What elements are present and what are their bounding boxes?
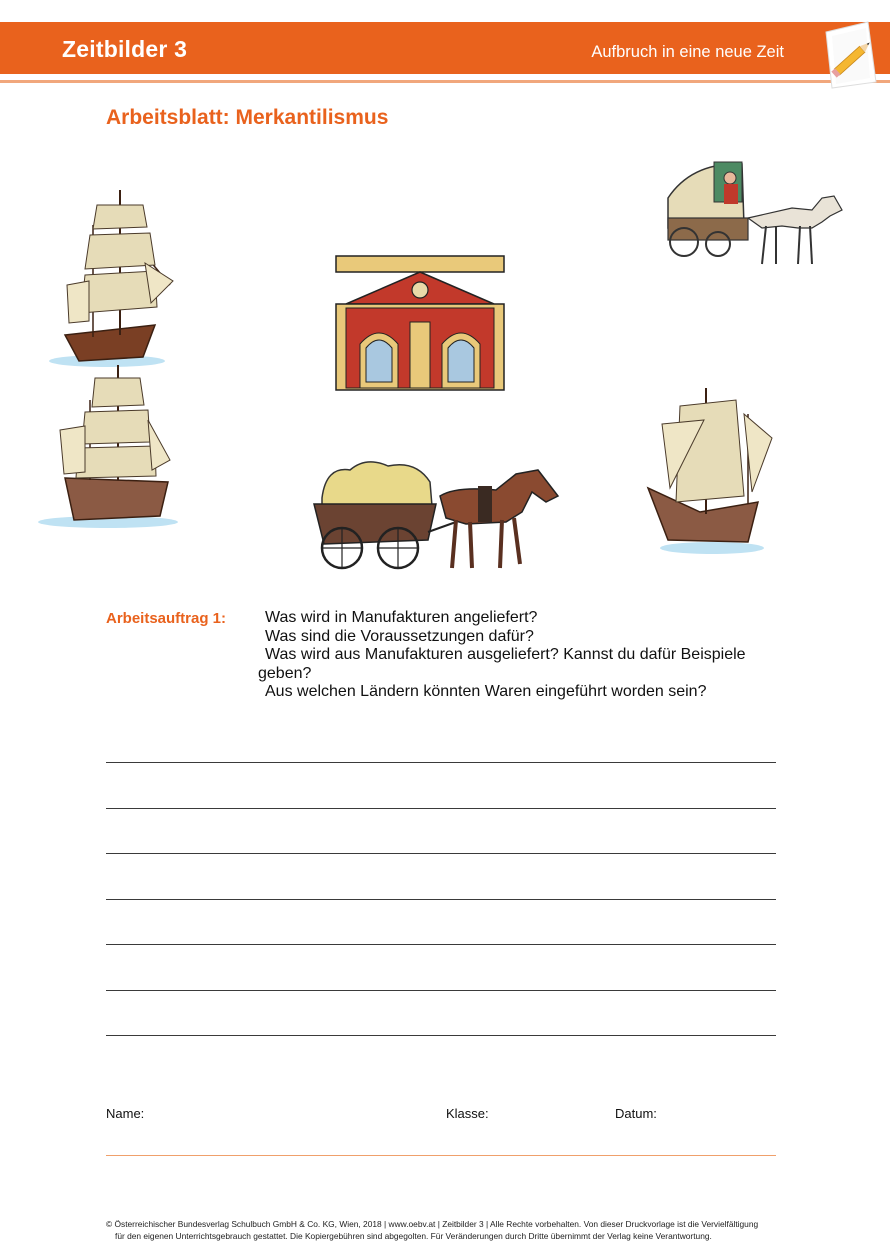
sailing-ship-top-illustration [45, 185, 180, 375]
date-label: Datum: [615, 1106, 657, 1121]
pencil-paper-icon [818, 18, 882, 92]
footer-line-1: © Österreichischer Bundesverlag Schulbuch GmbH & Co. KG, Wien, 2018 | www.oebv.at | Zeitbilder 3 | Alle Rechte vorbehalten. Von dieser Druckvorlage ist die Vervielfältigung [106, 1219, 759, 1229]
answer-line[interactable] [106, 853, 776, 854]
sailing-ship-bottom-illustration [30, 360, 180, 540]
task-questions [258, 609, 778, 702]
caravel-illustration [640, 384, 780, 566]
answer-line[interactable] [106, 762, 776, 763]
chapter-title: Aufbruch in eine neue Zeit [591, 43, 784, 61]
covered-wagon-illustration [662, 158, 848, 270]
class-label: Klasse: [446, 1106, 489, 1121]
question-1: Was wird in Manufakturen angeliefert? [265, 609, 538, 626]
answer-line[interactable] [106, 1035, 776, 1036]
copyright-footer [106, 1218, 786, 1243]
name-label: Name: [106, 1106, 145, 1121]
worksheet-title: Arbeitsblatt: Merkantilismus [106, 106, 389, 129]
question-4: Aus welchen Ländern könnten Waren eingeführt worden sein? [265, 683, 707, 700]
question-3: Was wird aus Manufakturen ausgeliefert? Kannst du dafür Beispiele [265, 646, 746, 663]
header-stripe [0, 80, 890, 83]
name-class-date-line[interactable] [106, 1155, 776, 1156]
footer-line-2: für den eigenen Unterrichtsgebrauch gestattet. Die Kopiergebühren sind abgegolten. Für Veränderungen durch Dritte übernimmt der Verlag keine Verantwortung. [115, 1231, 712, 1242]
question-3-continued: geben? [258, 664, 312, 682]
answer-line[interactable] [106, 990, 776, 991]
manufactory-building-illustration [332, 252, 508, 394]
question-2: Was sind die Voraussetzungen dafür? [265, 627, 534, 645]
horse-cart-illustration [306, 452, 562, 576]
answer-line[interactable] [106, 944, 776, 945]
task-label: Arbeitsauftrag 1: [106, 610, 227, 627]
answer-line[interactable] [106, 899, 776, 900]
answer-line[interactable] [106, 808, 776, 809]
book-title: Zeitbilder 3 [62, 36, 188, 62]
